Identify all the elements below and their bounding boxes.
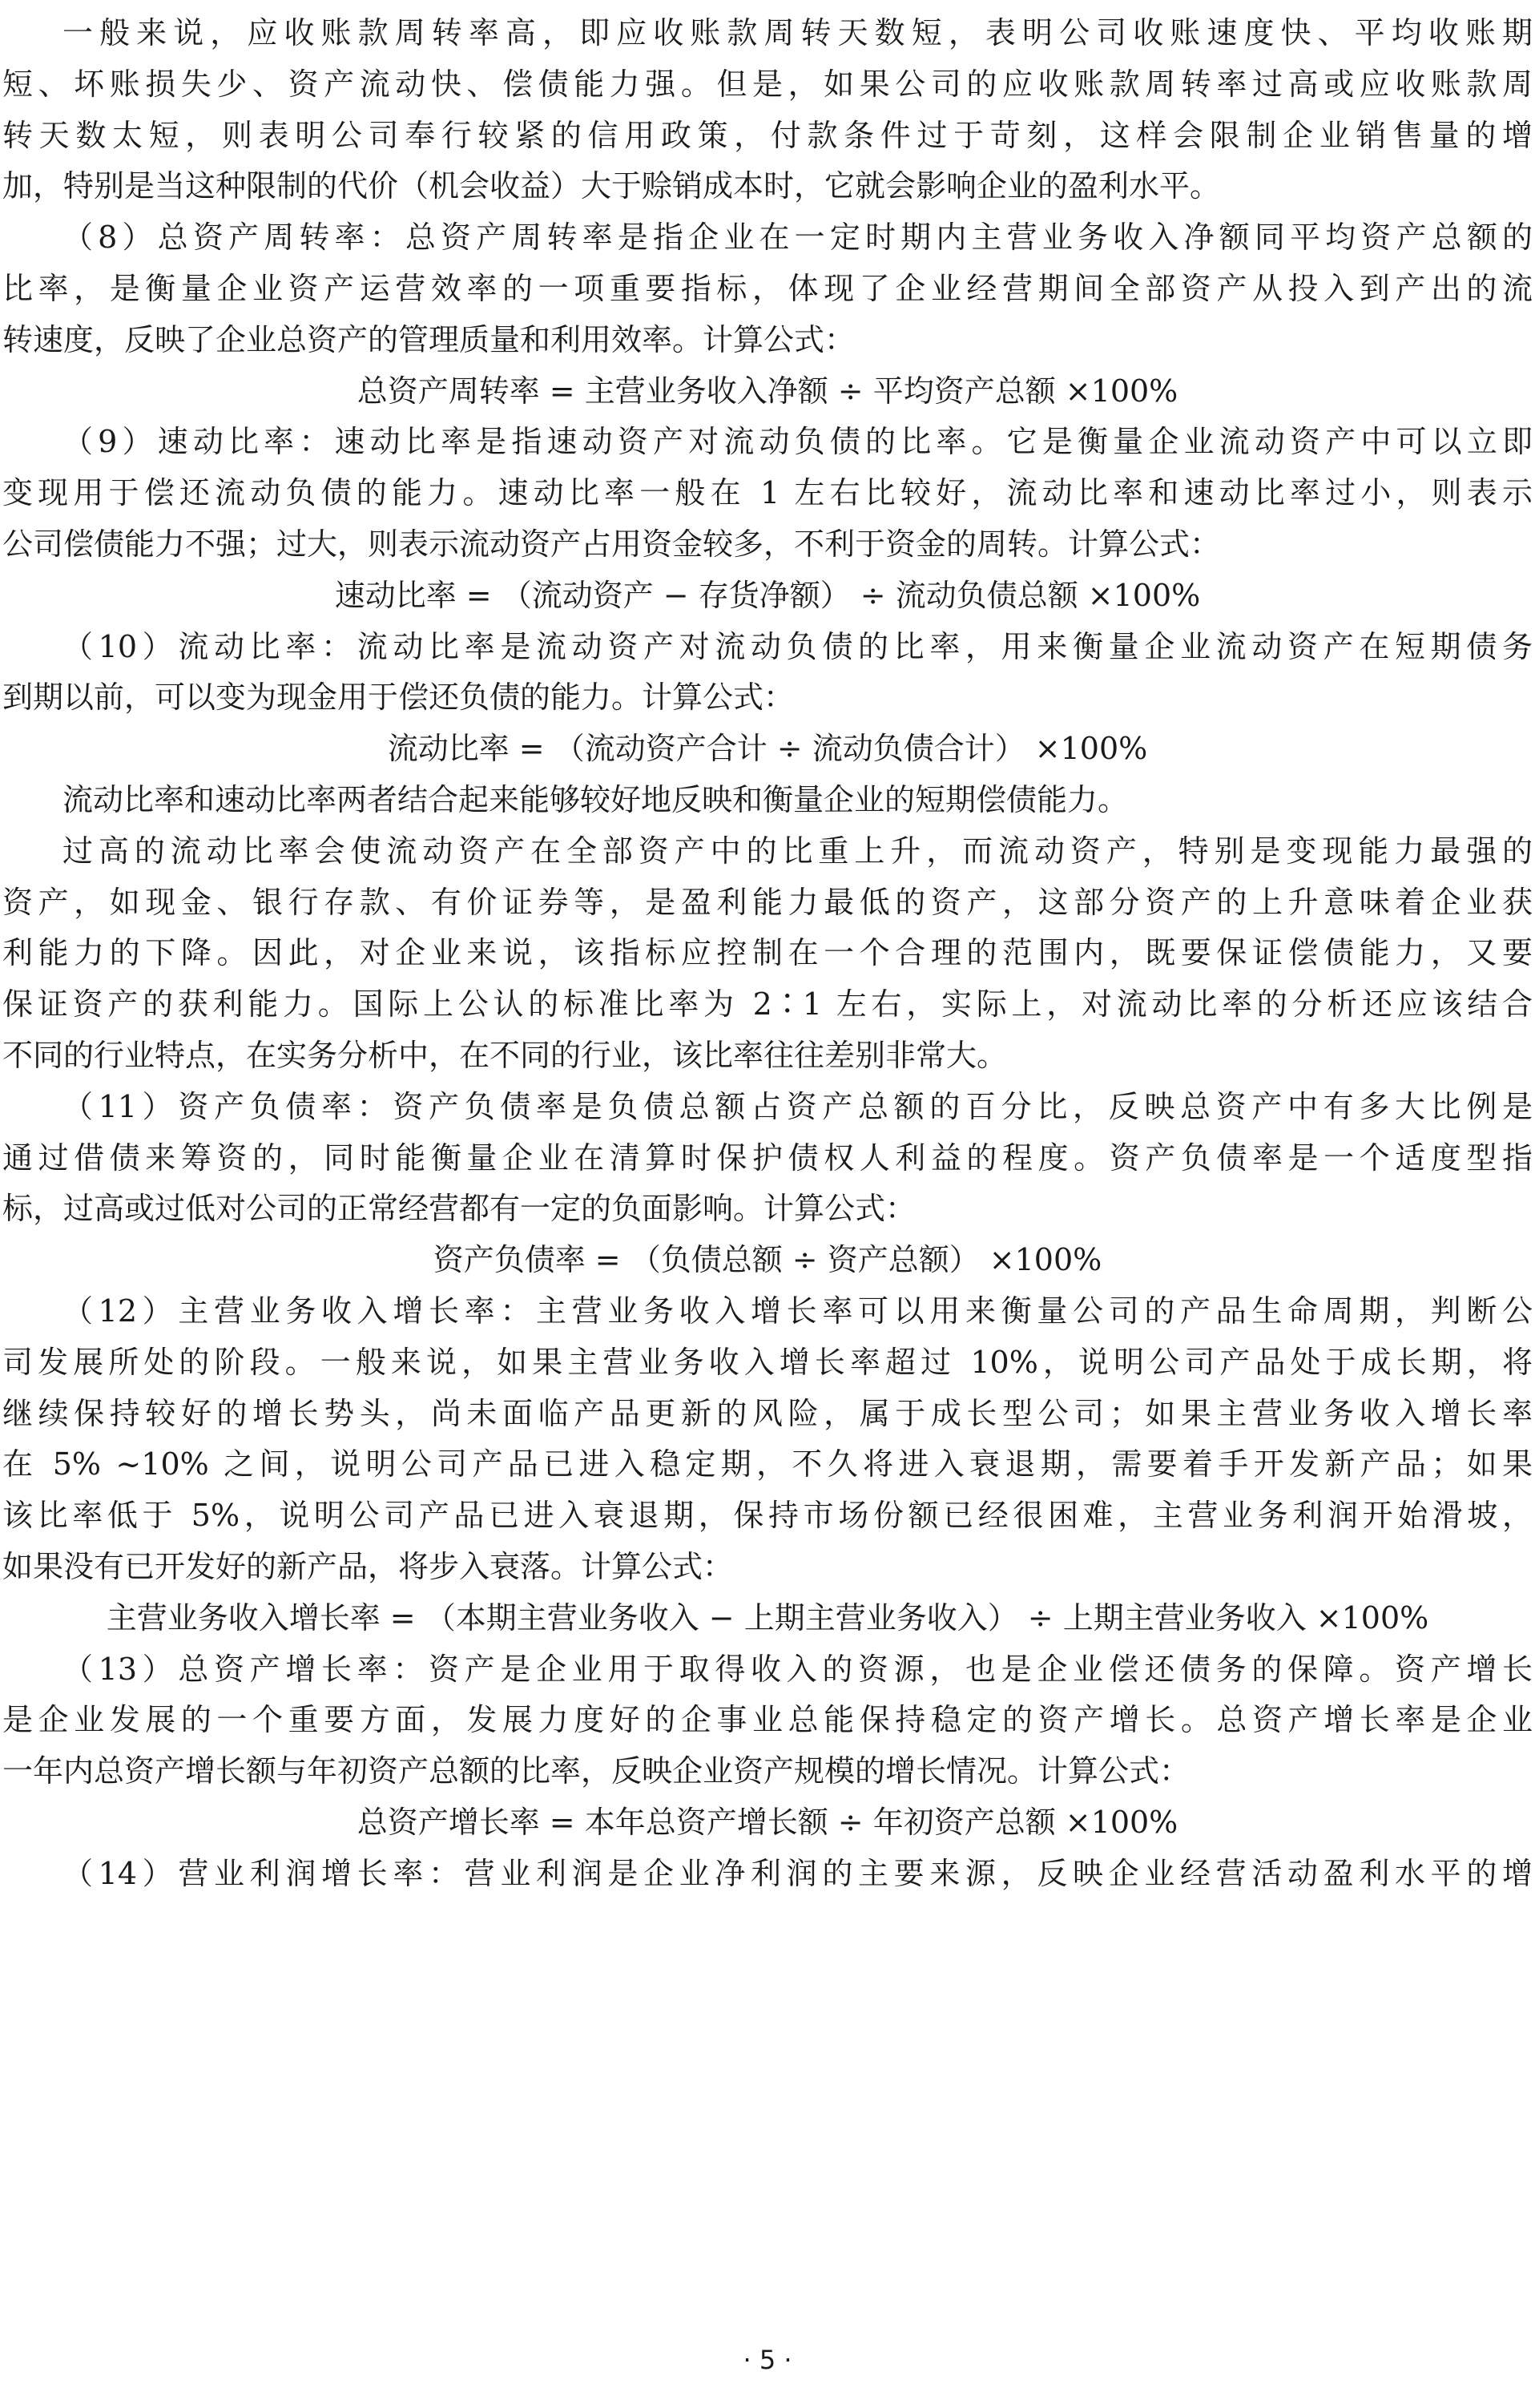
paragraph-last-line: 公司偿债能力不强；过大，则表示流动资产占用资金较多，不利于资金的周转。计算公式：	[2, 526, 1221, 562]
paragraph-line: 转天数太短，则表明公司奉行较紧的信用政策，付款条件过于苛刻，这样会限制企业销售量的增	[2, 117, 1533, 153]
formula-line: 总资产增长率 = 本年总资产增长额 ÷ 年初资产总额 ×100%	[357, 1804, 1178, 1840]
paragraph-line: 保证资产的获利能力。国际上公认的标准比率为 2∶1 左右，实际上，对流动比率的分析还应该结合	[2, 986, 1533, 1022]
paragraph-line: 继续保持较好的增长势头，尚未面临产品更新的风险，属于成长型公司；如果主营业务收入增长率	[2, 1395, 1533, 1431]
paragraph-line: 比率，是衡量企业资产运营效率的一项重要指标，体现了企业经营期间全部资产从投入到产出的流	[2, 270, 1533, 306]
paragraph-line: 在 5% ~10% 之间，说明公司产品已进入稳定期，不久将进入衰退期，需要着手开发新产品；如果	[2, 1446, 1533, 1482]
formula-line: 流动比率 = （流动资产合计 ÷ 流动负债合计） ×100%	[387, 731, 1148, 767]
paragraph-first-line: 一般来说，应收账款周转率高，即应收账款周转天数短，表明公司收账速度快、平均收账期	[62, 15, 1533, 50]
paragraph-last-line: 标，过高或过低对公司的正常经营都有一定的负面影响。计算公式：	[2, 1191, 917, 1227]
paragraph-line: 该比率低于 5%，说明公司产品已进入衰退期，保持市场份额已经很困难，主营业务利润开始滑坡，	[2, 1498, 1533, 1534]
page-number: · 5 ·	[743, 2345, 792, 2375]
paragraph-first-line: 流动比率和速动比率两者结合起来能够较好地反映和衡量企业的短期偿债能力。	[62, 781, 1129, 817]
paragraph-last-line: 如果没有已开发好的新产品，将步入衰落。计算公式：	[2, 1548, 734, 1584]
paragraph-first-line: （11）资产负债率：资产负债率是负债总额占资产总额的百分比，反映总资产中有多大比例是	[62, 1088, 1533, 1124]
paragraph-first-line: （10）流动比率：流动比率是流动资产对流动负债的比率，用来衡量企业流动资产在短期债务	[62, 628, 1533, 664]
paragraph-line: 通过借债来筹资的，同时能衡量企业在清算时保护债权人利益的程度。资产负债率是一个适度型指	[2, 1139, 1533, 1176]
paragraph-first-line: （14）营业利润增长率：营业利润是企业净利润的主要来源，反映企业经营活动盈利水平的增	[62, 1855, 1533, 1891]
paragraph-line: 短、坏账损失少、资产流动快、偿债能力强。但是，如果公司的应收账款周转率过高或应收账款周	[2, 66, 1533, 102]
paragraph-line: 变现用于偿还流动负债的能力。速动比率一般在 1 左右比较好，流动比率和速动比率过小，则表示	[2, 475, 1533, 511]
formula-line: 主营业务收入增长率 = （本期主营业务收入 − 上期主营业务收入） ÷ 上期主营业务收入 ×100%	[106, 1599, 1429, 1636]
formula-line: 总资产周转率 = 主营业务收入净额 ÷ 平均资产总额 ×100%	[357, 373, 1178, 409]
paragraph-last-line: 到期以前，可以变为现金用于偿还负债的能力。计算公式：	[2, 680, 795, 716]
paragraph-first-line: 过高的流动比率会使流动资产在全部资产中的比重上升，而流动资产，特别是变现能力最强的	[62, 833, 1533, 869]
paragraph-line: 利能力的下降。因此，对企业来说，该指标应控制在一个合理的范围内，既要保证偿债能力，又要	[2, 935, 1533, 971]
paragraph-line: 是企业发展的一个重要方面，发展力度好的企事业总能保持稳定的资产增长。总资产增长率是企业	[2, 1702, 1533, 1738]
paragraph-line: 资产，如现金、银行存款、有价证券等，是盈利能力最低的资产，这部分资产的上升意味着企业获	[2, 884, 1533, 920]
formula-line: 资产负债率 = （负债总额 ÷ 资产总额） ×100%	[433, 1242, 1102, 1278]
paragraph-last-line: 转速度，反映了企业总资产的管理质量和利用效率。计算公式：	[2, 321, 856, 357]
document-body	[0, 8, 1535, 1899]
paragraph-first-line: （13）总资产增长率：资产是企业用于取得收入的资源，也是企业偿还债务的保障。资产增长	[62, 1651, 1533, 1687]
paragraph-last-line: 一年内总资产增长额与年初资产总额的比率，反映企业资产规模的增长情况。计算公式：	[2, 1753, 1191, 1789]
formula-line: 速动比率 = （流动资产 − 存货净额） ÷ 流动负债总额 ×100%	[334, 577, 1201, 613]
paragraph-first-line: （9）速动比率：速动比率是指速动资产对流动负债的比率。它是衡量企业流动资产中可以立即	[62, 424, 1533, 460]
paragraph-line: 司发展所处的阶段。一般来说，如果主营业务收入增长率超过 10%，说明公司产品处于成长期，将	[2, 1344, 1533, 1380]
paragraph-last-line: 加，特别是当这种限制的代价（机会收益）大于赊销成本时，它就会影响企业的盈利水平。	[2, 168, 1221, 204]
paragraph-first-line: （12）主营业务收入增长率：主营业务收入增长率可以用来衡量公司的产品生命周期，判断公	[62, 1293, 1533, 1329]
paragraph-last-line: 不同的行业特点，在实务分析中，在不同的行业，该比率往往差别非常大。	[2, 1037, 1008, 1073]
paragraph-first-line: （8）总资产周转率：总资产周转率是指企业在一定时期内主营业务收入净额同平均资产总额的	[62, 220, 1533, 256]
